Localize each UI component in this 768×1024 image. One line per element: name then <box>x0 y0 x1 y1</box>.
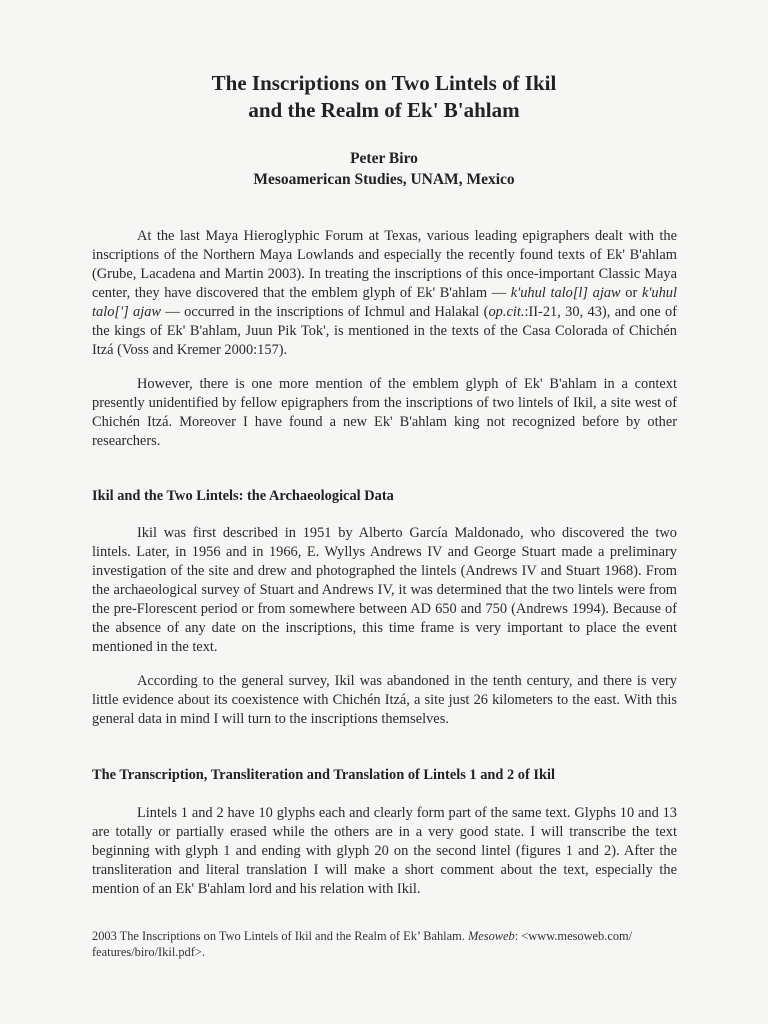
intro-paragraph-2-block <box>92 375 677 451</box>
section1-paragraph-1-block <box>92 524 677 657</box>
intro-paragraph-1: At the last Maya Hieroglyphic Forum at Texas, various leading epigraphers dealt with the inscriptions of the Northern Maya Lowlands and especially the recently found texts of Ek' B'ahlam (Grube, Lacadena and Martin 2003). In treating the inscriptions of this once-important Classic Maya center, they have discovered that the emblem glyph of Ek' B'ahlam — k'uhul talo[l] ajaw or k'uhul talo['] ajaw — occurred in the inscriptions of Ichmul and Halakal (op.cit.:II-21, 30, 43), and one of the kings of Ek' B'ahlam, Juun Pik Tok', is mentioned in the texts of the Casa Colorada of Chichén Itzá (Voss and Kremer 2000:157). <box>92 228 677 358</box>
section2-paragraph-1: Lintels 1 and 2 have 10 glyphs each and clearly form part of the same text. Glyphs 10 and 13 are totally or partially erased while the others are in a very good state. I will transcribe the text beginning with glyph 1 and ending with glyph 20 on the second lintel (figures 1 and 2). After the transliteration and literal translation I will make a short comment about the text, especially the mention of an Ek' B'ahlam lord and his relation with Ikil. <box>92 805 677 897</box>
section1-paragraph-1: Ikil was first described in 1951 by Alberto García Maldonado, who discovered the two lintels. Later, in 1956 and in 1966, E. Wyllys Andrews IV and George Stuart made a preliminary investigation of the site and drew and photographed the lintels (Andrews IV and Stuart 1968). From the archaeological survey of Stuart and Andrews IV, it was determined that the two lintels were from the pre-Florescent period or from somewhere between AD 650 and 750 (Andrews 1994). Because of the absence of any date on the inscriptions, this time frame is very important to place the event mentioned in the text. <box>92 525 677 655</box>
author-affiliation: Mesoamerican Studies, UNAM, Mexico <box>253 171 515 188</box>
author-name: Peter Biro <box>350 150 418 167</box>
section-heading-archaeological-data: Ikil and the Two Lintels: the Archaeological Data <box>92 488 394 504</box>
author-block <box>0 148 768 190</box>
intro-paragraph-2: However, there is one more mention of the emblem glyph of Ek' B'ahlam in a context presently unidentified by fellow epigraphers from the inscriptions of two lintels of Ikil, a site west of Chichén Itzá. Moreover I have found a new Ek' B'ahlam king not recognized before by other researchers. <box>92 376 677 449</box>
section2-paragraph-1-block <box>92 804 677 899</box>
section-heading-transcription: The Transcription, Transliteration and Translation of Lintels 1 and 2 of Ikil <box>92 767 555 783</box>
intro-section <box>92 227 677 360</box>
section1-paragraph-2: According to the general survey, Ikil was abandoned in the tenth century, and there is very little evidence about its coexistence with Chichén Itzá, a site just 26 kilometers to the east. With this general data in mind I will turn to the inscriptions themselves. <box>92 673 677 727</box>
paper-title <box>0 70 768 124</box>
section1-paragraph-2-block <box>92 672 677 729</box>
title-line-2: and the Realm of Ek' B'ahlam <box>248 98 520 122</box>
title-line-1: The Inscriptions on Two Lintels of Ikil <box>211 71 557 95</box>
citation-footnote: 2003 The Inscriptions on Two Lintels of Ikil and the Realm of Ek’ Bahlam. Mesoweb: <www.mesoweb.com/ features/biro/Ikil.pdf>. <box>92 929 633 959</box>
